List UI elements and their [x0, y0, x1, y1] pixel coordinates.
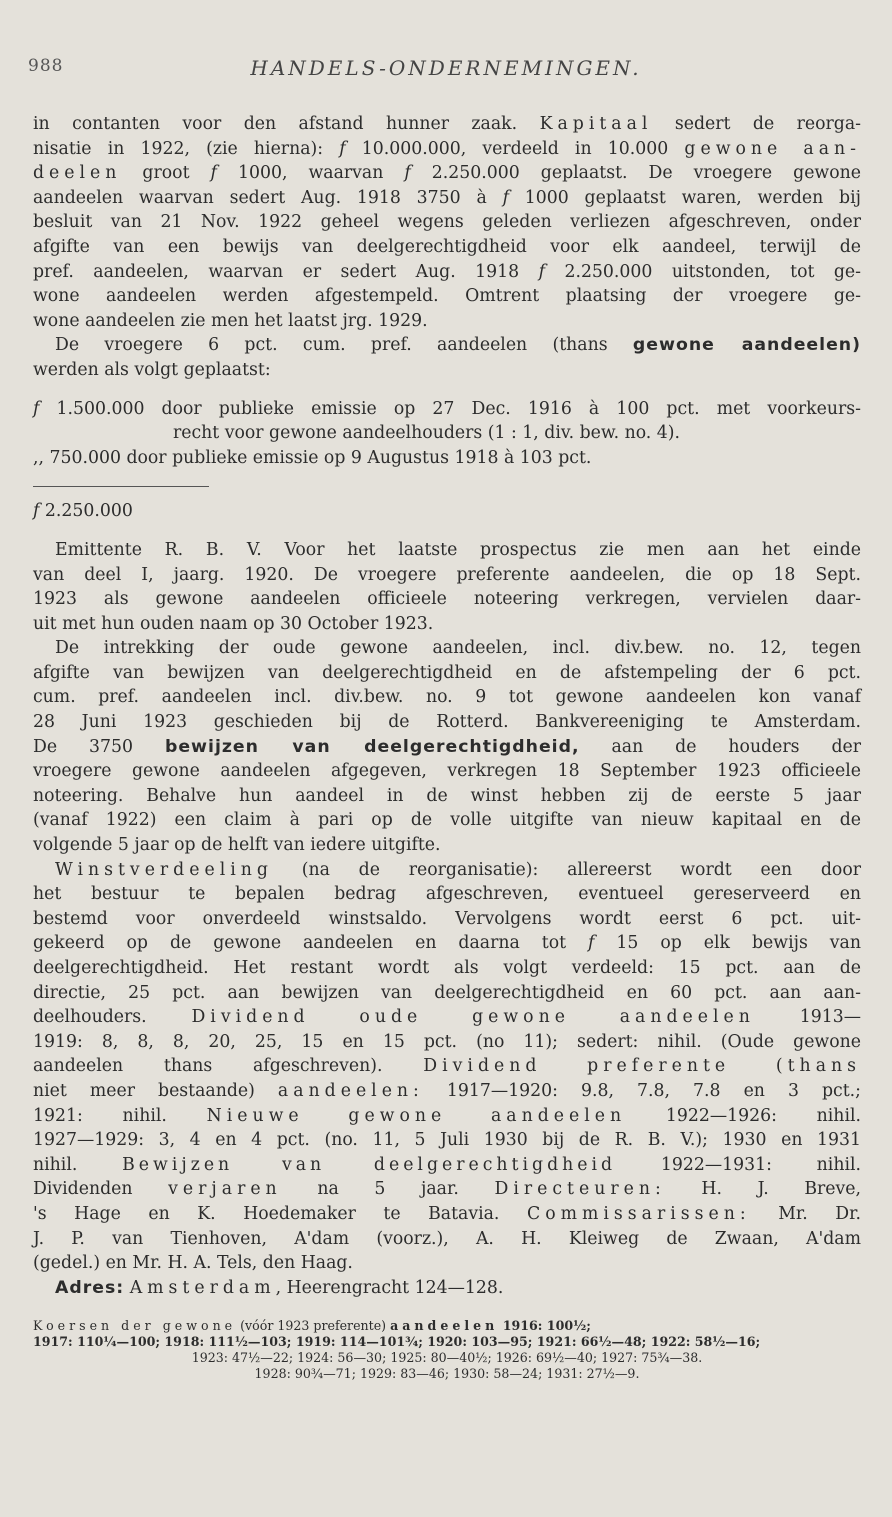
text-line: Emittente R. B. V. Voor het laatste prospectus zie men aan het einde: [55, 539, 861, 560]
page-body: [33, 112, 861, 1382]
text-line: cum. pref. aandeelen incl. div.bew. no. 9 tot gewone aandeelen kon vanaf: [33, 687, 861, 708]
text-line: wone aandeelen werden afgestempeld. Omtrent plaatsing der vroegere ge-: [33, 286, 861, 307]
emission-line: f 1.500.000 door publieke emissie op 27 Dec. 1916 à 100 pct. met voorkeurs-: [33, 398, 861, 419]
text-line: Winstverdeeling (na de reorganisatie): allereerst wordt een door: [55, 859, 861, 880]
text-line: 1927—1929: 3, 4 en 4 pct. (no. 11, 5 Juli 1930 bij de R. B. V.); 1930 en 1931: [33, 1130, 861, 1151]
text-line: nihil. Bewijzen van deelgerechtigdheid 1922—1931: nihil.: [33, 1154, 862, 1175]
text-line: De intrekking der oude gewone aandeelen, incl. div.bew. no. 12, tegen: [55, 638, 861, 659]
text-line: uit met hun ouden naam op 30 October 1923.: [33, 613, 434, 634]
text-line: werden als volgt geplaatst:: [33, 359, 271, 380]
text-line: gekeerd op de gewone aandeelen en daarna tot f 15 op elk bewijs van: [33, 933, 861, 954]
text-line: 28 Juni 1923 geschieden bij de Rotterd. Bankvereeniging te Amsterdam.: [33, 712, 861, 733]
text-line: in contanten voor den afstand hunner zaak. Kapitaal sedert de reorga-: [33, 114, 862, 134]
text-line: deelgerechtigdheid. Het restant wordt als volgt verdeeld: 15 pct. aan de: [33, 958, 861, 978]
text-line: van deel I, jaarg. 1920. De vroegere preferente aandeelen, die op 18 Sept.: [33, 564, 861, 585]
price-history-line: 1928: 90¾—71; 1929: 83—46; 1930: 58—24; 1931: 27½—9.: [254, 1366, 640, 1382]
page-header: [28, 56, 864, 88]
text-line: (gedel.) en Mr. H. A. Tels, den Haag.: [33, 1253, 353, 1274]
text-line: 1921: nihil. Nieuwe gewone aandeelen 1922—1926: nihil.: [33, 1105, 861, 1126]
price-history-line: 1917: 110¼—100; 1918: 111½—103; 1919: 114—101¾; 1920: 103—95; 1921: 66½—48; 1922: 58½—16;: [33, 1334, 761, 1350]
text-line: wone aandeelen zie men het laatst jrg. 1929.: [33, 310, 428, 331]
text-line: aandeelen thans afgeschreven). Dividend preferente (thans: [33, 1056, 861, 1077]
text-line: bestemd voor onverdeeld winstsaldo. Vervolgens wordt eerst 6 pct. uit-: [33, 908, 861, 929]
text-line: De 3750 bewijzen van deelgerechtigdheid, aan de houders der: [33, 736, 861, 757]
address-label: Adres:: [55, 1277, 125, 1298]
text-line: aandeelen waarvan sedert Aug. 1918 3750 à f 1000 geplaatst waren, werden bij: [33, 187, 861, 208]
text-line: vroegere gewone aandeelen afgegeven, verkregen 18 September 1923 officieele: [33, 761, 861, 782]
address-line: Adres: Amsterdam, Heerengracht 124—128.: [55, 1277, 504, 1298]
text-line: 's Hage en K. Hoedemaker te Batavia. Commissarissen: Mr. Dr.: [33, 1203, 861, 1224]
emission-line: ,, 750.000 door publieke emissie op 9 Augustus 1918 à 103 pct.: [33, 447, 592, 468]
text-line: afgifte van bewijzen van deelgerechtigdheid en de afstempeling der 6 pct.: [33, 662, 861, 683]
text-line: nisatie in 1922, (zie hierna): f 10.000.000, verdeeld in 10.000 gewone aan-: [33, 138, 861, 159]
text-line: niet meer bestaande) aandeelen: 1917—1920: 9.8, 7.8, 7.8 en 3 pct.;: [33, 1080, 861, 1101]
text-line: deelen groot f 1000, waarvan f 2.250.000 geplaatst. De vroegere gewone: [33, 163, 861, 184]
text-line: De vroegere 6 pct. cum. pref. aandeelen (thans gewone aandeelen): [55, 335, 861, 356]
text-line: directie, 25 pct. aan bewijzen van deelgerechtigdheid en 60 pct. aan aan-: [33, 982, 861, 1003]
total-line: f 2.250.000: [33, 501, 133, 522]
page-number: 988: [28, 56, 64, 76]
sum-rule: [33, 486, 209, 487]
text-line: noteering. Behalve hun aandeel in de winst hebben zij de eerste 5 jaar: [33, 785, 861, 806]
text-line: (vanaf 1922) een claim à pari op de volle uitgifte van nieuw kapitaal en de: [33, 810, 861, 831]
text-line: het bestuur te bepalen bedrag afgeschreven, eventueel gereserveerd en: [33, 884, 861, 905]
text-line: afgifte van een bewijs van deelgerechtigdheid voor elk aandeel, terwijl de: [33, 236, 861, 257]
text-line: volgende 5 jaar op de helft van iedere uitgifte.: [33, 835, 441, 856]
price-history-line: 1923: 47½—22; 1924: 56—30; 1925: 80—40½; 1926: 69½—40; 1927: 75¾—38.: [191, 1350, 703, 1366]
text-line: J. P. van Tienhoven, A'dam (voorz.), A. H. Kleiweg de Zwaan, A'dam: [33, 1228, 861, 1249]
price-history-line: Koersen der gewone (vóór 1923 preferente) aandeelen 1916: 100½;: [33, 1318, 591, 1334]
text-line: 1923 als gewone aandeelen officieele noteering verkregen, vervielen daar-: [33, 589, 861, 610]
running-title: HANDELS-ONDERNEMINGEN.: [250, 56, 642, 80]
emission-line: recht voor gewone aandeelhouders (1 : 1, div. bew. no. 4).: [173, 423, 681, 444]
text-line: pref. aandeelen, waarvan er sedert Aug. 1918 f 2.250.000 uitstonden, tot ge-: [33, 261, 862, 282]
text-line: besluit van 21 Nov. 1922 geheel wegens geleden verliezen afgeschreven, onder: [33, 212, 861, 233]
text-line: Dividenden verjaren na 5 jaar. Directeuren: H. J. Breve,: [33, 1179, 861, 1200]
text-line: deelhouders. Dividend oude gewone aandeelen 1913—: [33, 1007, 861, 1028]
text-line: 1919: 8, 8, 8, 20, 25, 15 en 15 pct. (no 11); sedert: nihil. (Oude gewone: [33, 1031, 861, 1052]
